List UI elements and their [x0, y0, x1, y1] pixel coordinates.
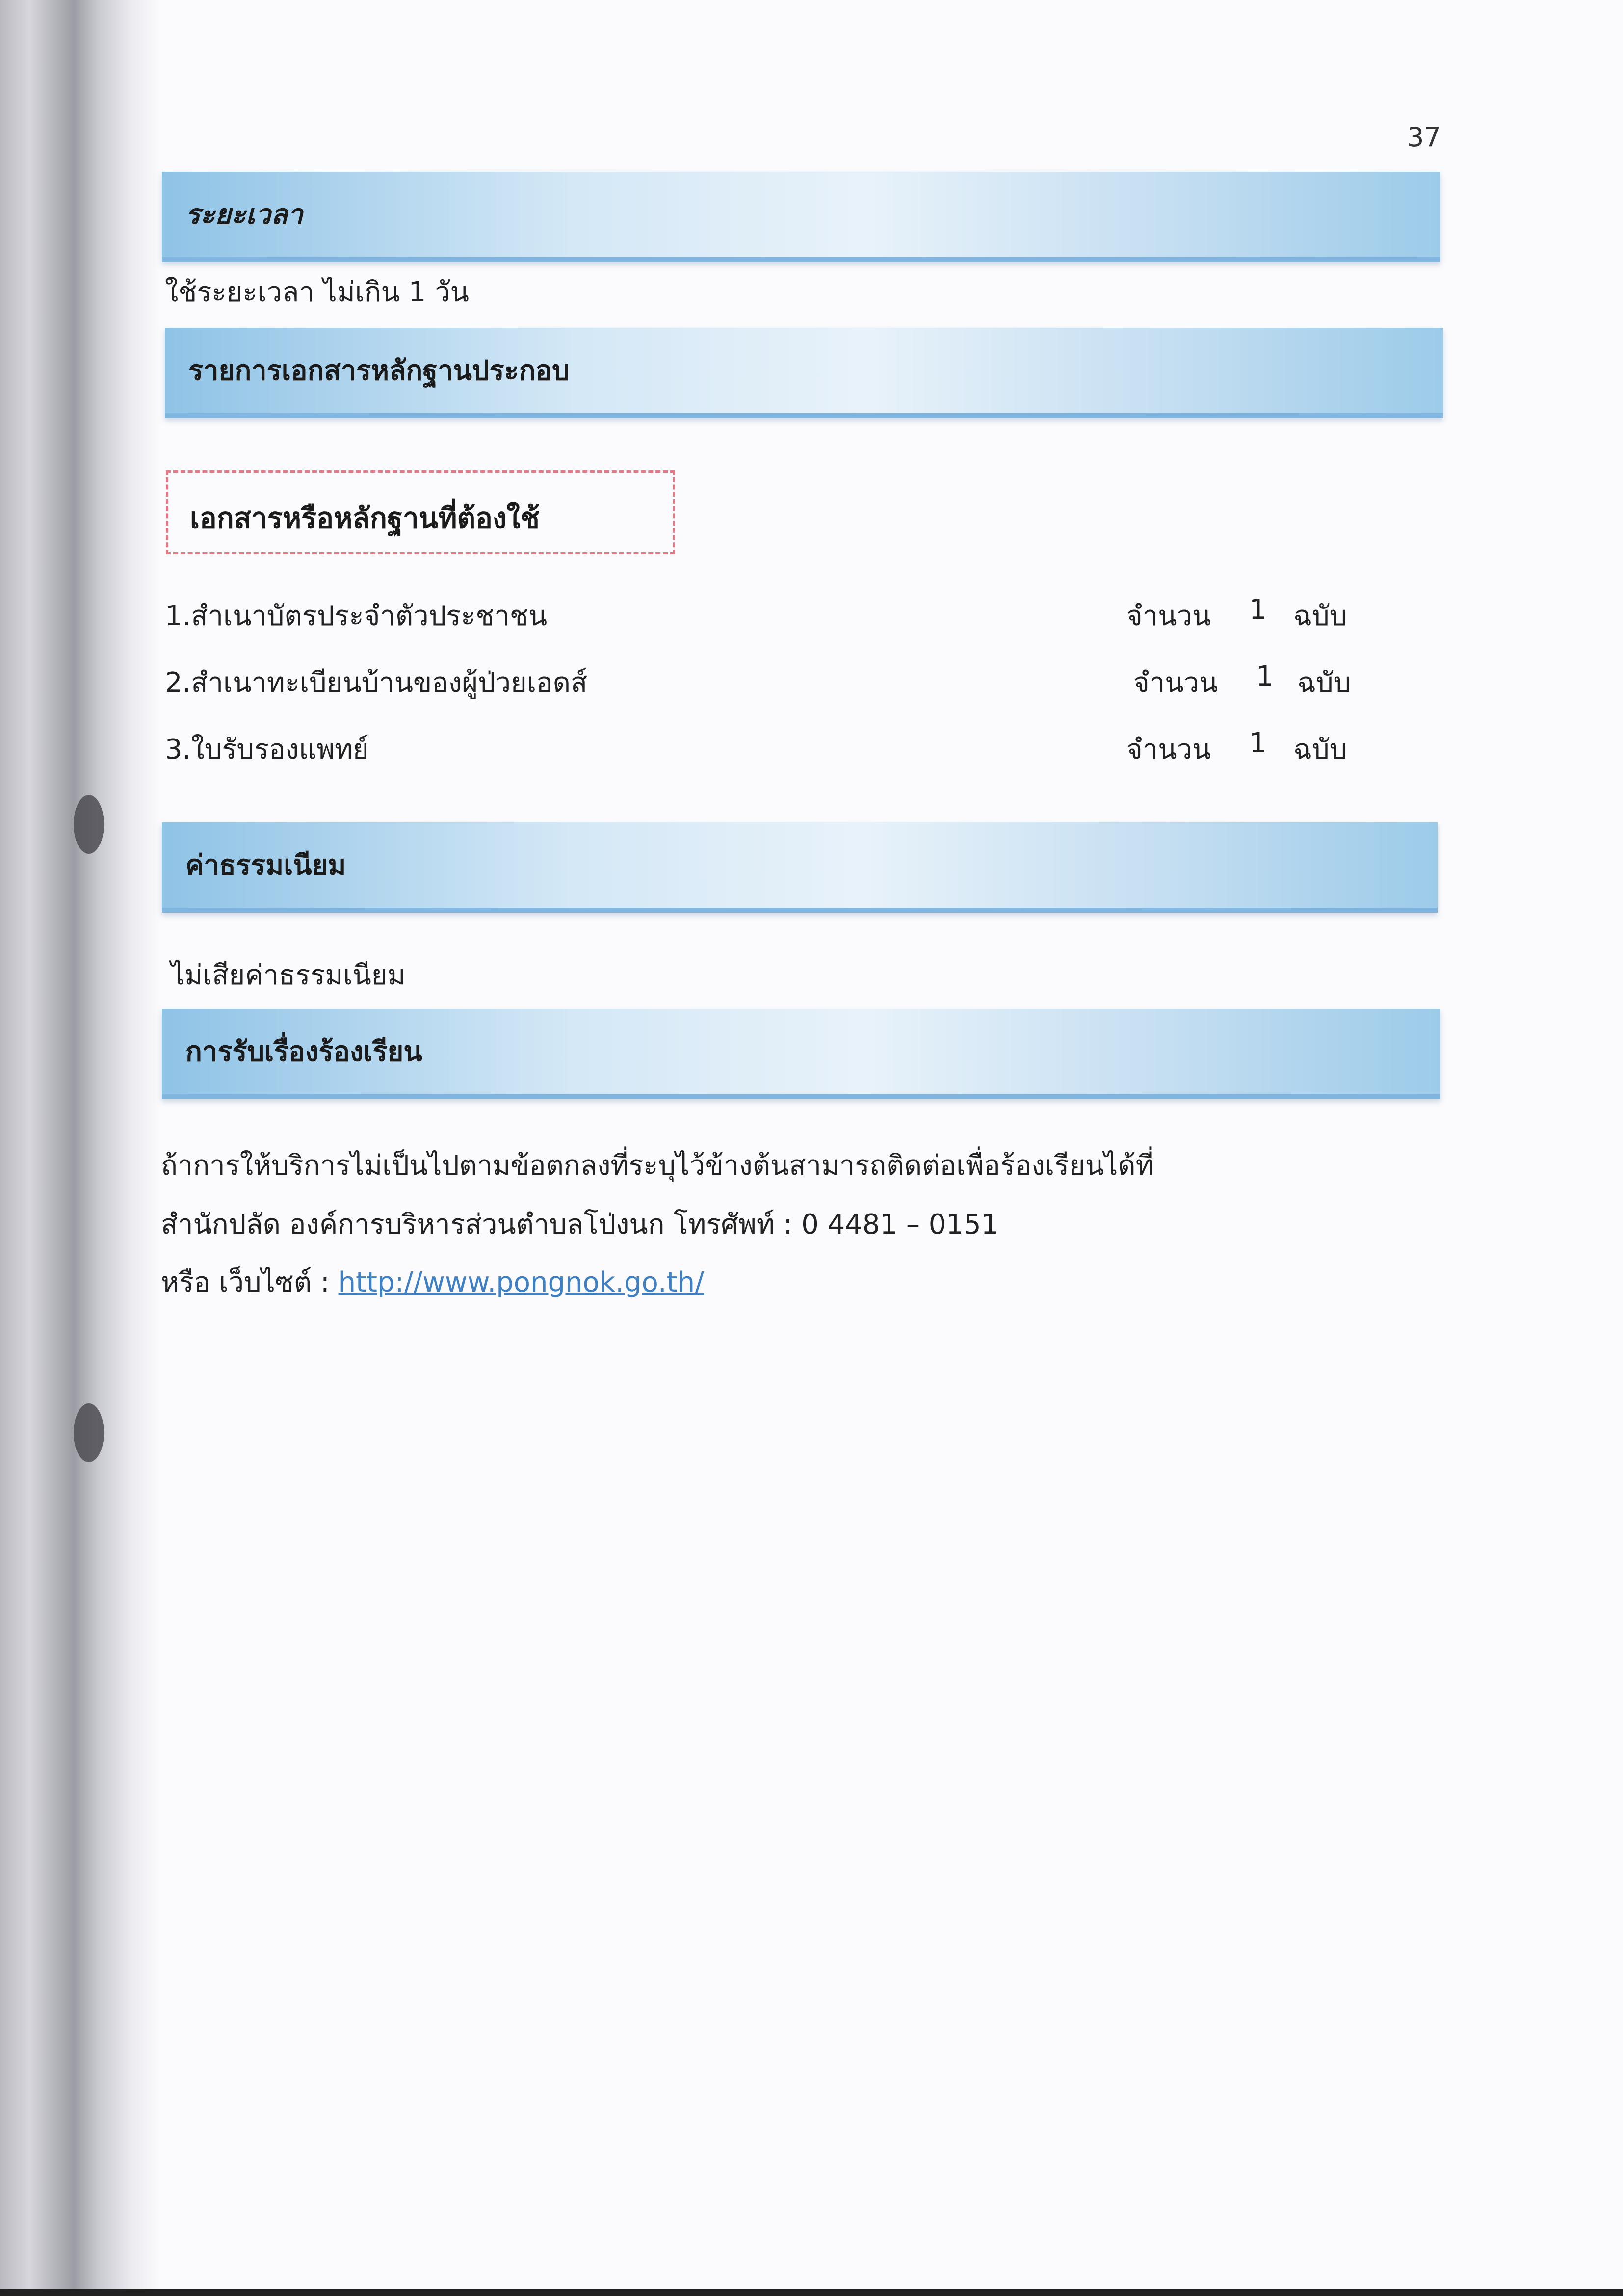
section-title-documents: รายการเอกสารหลักฐานประกอบ [188, 355, 570, 387]
binder-hole-bottom [74, 1403, 104, 1462]
website-label: หรือ เว็บไซต์ : [161, 1267, 339, 1298]
complaint-instruction: ถ้าการให้บริการไม่เป็นไปตามข้อตกลงที่ระบุไว้ข้างต้นสามารถติดต่อเพื่อร้องเรียนได้ที่ [161, 1150, 1154, 1182]
document-qty: 1 [1249, 727, 1267, 759]
complaint-contact: สำนักปลัด องค์การบริหารส่วนตำบลโป่งนก โทรศัพท์ : 0 4481 – 0151 [161, 1209, 999, 1240]
website-link[interactable]: http://www.pongnok.go.th/ [338, 1267, 704, 1298]
page-bottom-edge [0, 2289, 1623, 2296]
document-qty: 1 [1249, 594, 1267, 626]
section-header-fees [162, 822, 1438, 913]
section-title-complaints: การรับเรื่องร้องเรียน [185, 1036, 422, 1068]
document-name: 3.ใบรับรองแพทย์ [165, 734, 369, 765]
document-row [165, 660, 1372, 700]
document-row [165, 727, 1372, 766]
document-name: 2.สำเนาทะเบียนบ้านของผู้ป่วยเอดส์ [165, 667, 588, 699]
document-qty: 1 [1256, 660, 1274, 692]
document-qty-label: จำนวน [1133, 667, 1218, 699]
fees-text: ไม่เสียค่าธรรมเนียม [171, 959, 406, 991]
duration-text: ใช้ระยะเวลา ไม่เกิน 1 วัน [165, 276, 469, 308]
document-unit: ฉบับ [1293, 600, 1347, 632]
page-number: 37 [1407, 122, 1441, 153]
section-header-documents [165, 328, 1443, 418]
required-documents-title: เอกสารหรือหลักฐานที่ต้องใช้ [190, 501, 540, 535]
binding-shadow [0, 0, 162, 2296]
document-qty-label: จำนวน [1126, 734, 1211, 765]
section-header-complaints [162, 1009, 1440, 1099]
required-documents-box [166, 470, 675, 554]
section-header-duration [162, 172, 1440, 262]
binder-hole-top [74, 795, 104, 854]
complaint-website-line [161, 1260, 704, 1304]
document-row [165, 594, 1372, 633]
document-qty-label: จำนวน [1126, 600, 1211, 632]
document-unit: ฉบับ [1293, 734, 1347, 765]
section-title-fees: ค่าธรรมเนียม [185, 849, 346, 881]
document-unit: ฉบับ [1297, 667, 1351, 699]
document-name: 1.สำเนาบัตรประจำตัวประชาชน [165, 600, 548, 632]
section-title-duration: ระยะเวลา [185, 199, 303, 231]
